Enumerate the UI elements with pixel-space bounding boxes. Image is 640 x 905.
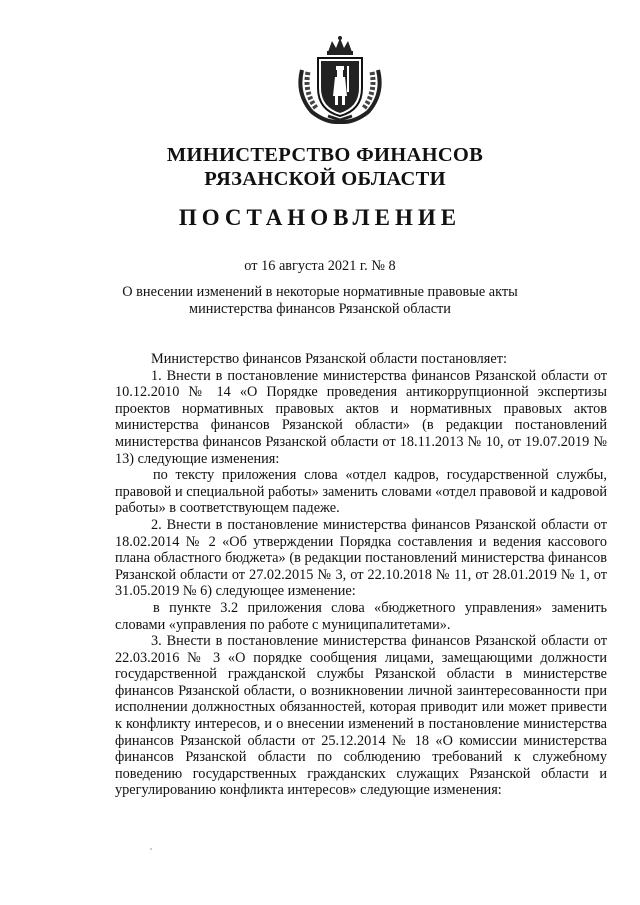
date-and-number: от 16 августа 2021 г. № 8 bbox=[244, 258, 396, 274]
item-3-paragraph: 3. Внести в постановление министерства финансов Рязанской области от 22.03.2016 № 3 «О порядке сообщения лицами, замещающими должности государственной гражданской службы Рязанской области в министерстве финансов Рязанской области, о возникновении личной заинтересованности при исполнении должностных обязанностей, которая приводит или может привести к конфликту интересов, и о внесении изменений в постановление министерства финансов Рязанской области от 25.12.2014 № 18 «О комиссии министерства финансов Рязанской области по соблюдению требований к служебному поведению государственных гражданских служащих Рязанской области и урегулированию конфликта интересов» следующие изменения: bbox=[115, 633, 607, 799]
scan-speck bbox=[150, 848, 152, 850]
subject-line-1: О внесении изменений в некоторые нормативные правовые акты bbox=[122, 284, 518, 300]
item-1-change-paragraph: по тексту приложения слова «отдел кадров, государственной службы, правовой и специальной работы» заменить словами «отдел правовой и кадровой работы» в соответствующем падеже. bbox=[115, 467, 607, 517]
item-2-change-paragraph: в пункте 3.2 приложения слова «бюджетного управления» заменить словами «управления по работе с муниципалитетами». bbox=[115, 599, 607, 633]
document-body bbox=[115, 351, 607, 799]
ryazan-coat-of-arms-icon bbox=[294, 36, 386, 124]
ministry-name bbox=[0, 143, 640, 191]
item-2-paragraph: 2. Внести в постановление министерства финансов Рязанской области от 18.02.2014 № 2 «Об утверждении Порядка составления и ведения кассового плана областного бюджета» (в редакции постановлений министерства финансов Рязанской области от 27.02.2015 № 3, от 22.10.2018 № 11, от 28.01.2019 № 1, от 31.05.2019 № 6) следующее изменение: bbox=[115, 516, 607, 600]
intro-paragraph: Министерство финансов Рязанской области постановляет: bbox=[151, 351, 507, 367]
item-1-paragraph: 1. Внести в постановление министерства финансов Рязанской области от 10.12.2010 № 14 «О Порядке проведения антикоррупционной экспертизы проектов нормативных правовых актов и нормативных правовых актов министерства финансов Рязанской области» (в редакции постановлений министерства финансов Рязанской области от 18.11.2013 № 10, от 19.07.2019 № 13) следующие изменения: bbox=[115, 367, 607, 467]
document-type: ПОСТАНОВЛЕНИЕ bbox=[178, 205, 462, 230]
ministry-line-2: РЯЗАНСКОЙ ОБЛАСТИ bbox=[204, 168, 446, 190]
document-subject bbox=[0, 284, 640, 318]
subject-line-2: министерства финансов Рязанской области bbox=[189, 301, 451, 317]
ministry-line-1: МИНИСТЕРСТВО ФИНАНСОВ bbox=[166, 144, 484, 166]
